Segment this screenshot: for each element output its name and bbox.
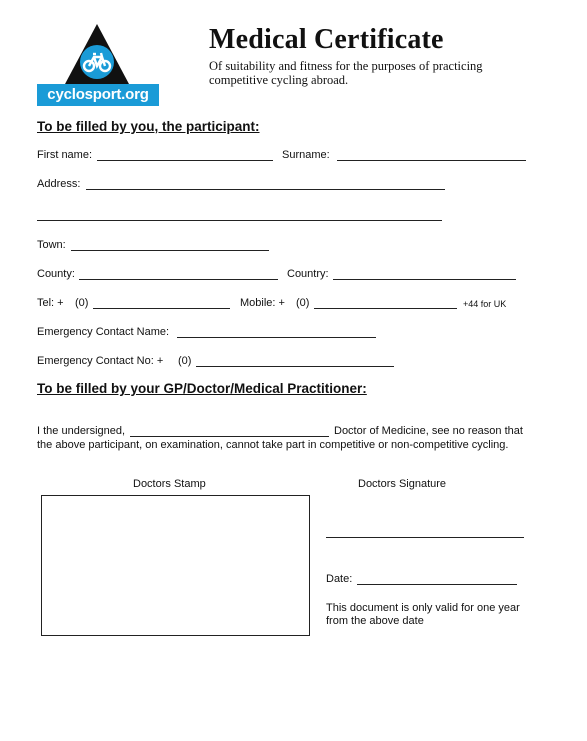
emergency-contact-name-field[interactable]	[177, 337, 376, 338]
mobile-area-code: (0)	[296, 297, 310, 309]
logo-text: cyclosport.org	[37, 84, 159, 106]
tel-label: Tel: +	[37, 297, 64, 309]
emergency-contact-name-label: Emergency Contact Name:	[37, 326, 170, 338]
doctors-stamp-box[interactable]	[41, 495, 310, 636]
doctors-signature-field[interactable]	[326, 537, 524, 538]
town-label: Town:	[37, 239, 66, 251]
cyclosport-logo	[37, 22, 159, 106]
country-field[interactable]	[333, 279, 516, 280]
emergency-area-code: (0)	[178, 355, 192, 367]
doctors-stamp-label: Doctors Stamp	[133, 478, 206, 490]
first-name-label: First name:	[37, 149, 93, 161]
page-subtitle	[209, 59, 499, 87]
practitioner-section-heading: To be filled by your GP/Doctor/Medical Practitioner:	[37, 381, 367, 396]
surname-label: Surname:	[282, 149, 330, 161]
doctors-signature-label: Doctors Signature	[358, 478, 447, 490]
validity-line-2: from the above date	[326, 615, 424, 627]
uk-code-note: +44 for UK	[463, 299, 507, 309]
doctor-name-field[interactable]	[130, 436, 329, 437]
address-field-line-2[interactable]	[37, 220, 442, 221]
county-field[interactable]	[79, 279, 278, 280]
tel-field[interactable]	[93, 308, 230, 309]
mobile-field[interactable]	[314, 308, 457, 309]
emergency-contact-no-label: Emergency Contact No: +	[37, 355, 164, 367]
address-label: Address:	[37, 178, 81, 190]
country-label: Country:	[287, 268, 329, 280]
validity-line-1: This document is only valid for one year	[326, 602, 520, 614]
address-field-line-1[interactable]	[86, 189, 445, 190]
declaration-end: Doctor of Medicine, see no reason that	[334, 425, 523, 437]
subtitle-line-2: competitive cycling abroad.	[209, 73, 349, 87]
mountain-icon	[37, 22, 159, 86]
tel-area-code: (0)	[75, 297, 89, 309]
date-field[interactable]	[357, 584, 517, 585]
town-field[interactable]	[71, 250, 269, 251]
date-label: Date:	[326, 573, 353, 585]
declaration-start: I the undersigned,	[37, 425, 126, 437]
first-name-field[interactable]	[97, 160, 273, 161]
declaration-line-2: the above participant, on examination, cannot take part in competitive or non-competitive cycling.	[37, 439, 509, 451]
participant-section-heading: To be filled by you, the participant:	[37, 119, 260, 134]
subtitle-line-1: Of suitability and fitness for the purposes of practicing	[209, 59, 483, 73]
mobile-label: Mobile: +	[240, 297, 285, 309]
emergency-contact-no-field[interactable]	[196, 366, 394, 367]
page-title: Medical Certificate	[209, 24, 444, 55]
surname-field[interactable]	[337, 160, 526, 161]
county-label: County:	[37, 268, 75, 280]
